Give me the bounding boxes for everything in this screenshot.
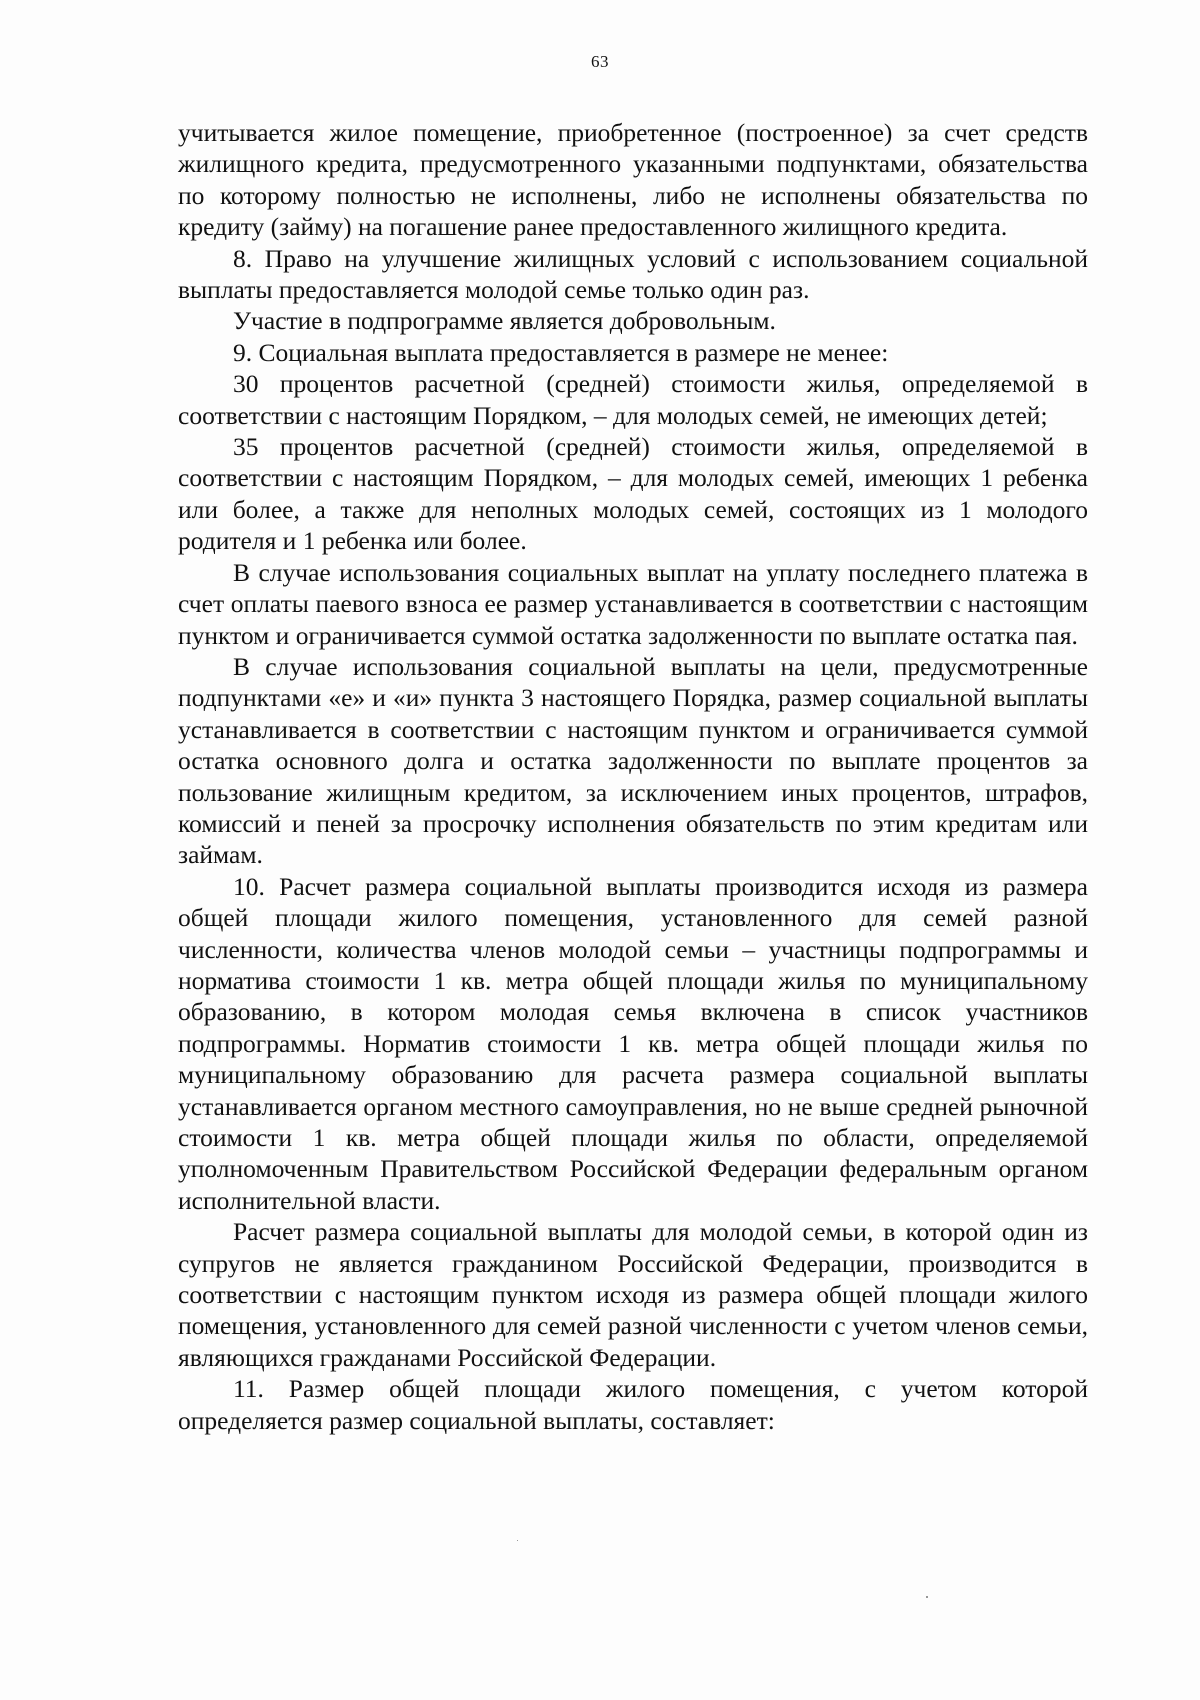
- paragraph-item-11: 11. Размер общей площади жилого помещения, с учетом которой определяется размер социальной выплаты, составляет:: [178, 1374, 1088, 1435]
- document-body: [178, 117, 1088, 1436]
- paragraph-foreign-spouse: Расчет размера социальной выплаты для молодой семьи, в которой один из супругов не является гражданином Российской Федерации, производится в соответствии с настоящим пунктом исходя из размера общей площади жилого помещения, установленного для семей разной численности с учетом членов семьи, являющихся гражданами Российской Федерации.: [178, 1217, 1088, 1372]
- paragraph-item-10: 10. Расчет размера социальной выплаты производится исходя из размера общей площади жилого помещения, установленного для семей разной численности, количества членов молодой семьи – участницы подпрограммы и норматива стоимости 1 кв. метра общей площади жилья по муниципальному образованию, в котором молодая семья включена в список участников подпрограммы. Норматив стоимости 1 кв. метра общей площади жилья по муниципальному образованию для расчета размера социальной выплаты устанавливается органом местного самоуправления, но не выше средней рыночной стоимости 1 кв. метра общей площади жилья по области, определяемой уполномоченным Правительством Российской Федерации федеральным органом исполнительной власти.: [178, 871, 1088, 1215]
- scan-speck: [517, 1540, 518, 1541]
- scan-speck: [926, 1596, 928, 1598]
- paragraph-share-payment: В случае использования социальных выплат на уплату последнего платежа в счет оплаты паевого взноса ее размер устанавливается в соответствии с настоящим пунктом и ограничивается суммой остатка задолженности по выплате остатка пая.: [178, 557, 1088, 650]
- page-number: 63: [591, 52, 609, 71]
- paragraph-continuation: учитывается жилое помещение, приобретенное (построенное) за счет средств жилищного кредита, предусмотренного указанными подпунктами, обязательства по которому полностью не исполнены, либо не исполнены обязательства по кредиту (займу) на погашение ранее предоставленного жилищного кредита.: [178, 118, 1088, 242]
- paragraph-30-percent: 30 процентов расчетной (средней) стоимости жилья, определяемой в соответствии с настоящим Порядком, – для молодых семей, не имеющих детей;: [178, 369, 1088, 430]
- paragraph-voluntary: Участие в подпрограмме является добровольным.: [233, 306, 776, 336]
- paragraph-loan-payment: В случае использования социальной выплаты на цели, предусмотренные подпунктами «е» и «и» пункта 3 настоящего Порядка, размер социальной выплаты устанавливается в соответствии с настоящим пунктом и ограничивается суммой остатка основного долга и остатка задолженности по выплате процентов за пользование жилищным кредитом, за исключением иных процентов, штрафов, комиссий и пеней за просрочку исполнения обязательств по этим кредитам или займам.: [178, 651, 1088, 870]
- paragraph-item-9: 9. Социальная выплата предоставляется в размере не менее:: [233, 337, 889, 367]
- paragraph-item-8: 8. Право на улучшение жилищных условий с использованием социальной выплаты предоставляется молодой семье только один раз.: [178, 243, 1088, 305]
- paragraph-35-percent: 35 процентов расчетной (средней) стоимости жилья, определяемой в соответствии с настоящим Порядком, – для молодых семей, имеющих 1 ребенка или более, а также для неполных молодых семей, состоящих из 1 молодого родителя и 1 ребенка или более.: [178, 432, 1088, 556]
